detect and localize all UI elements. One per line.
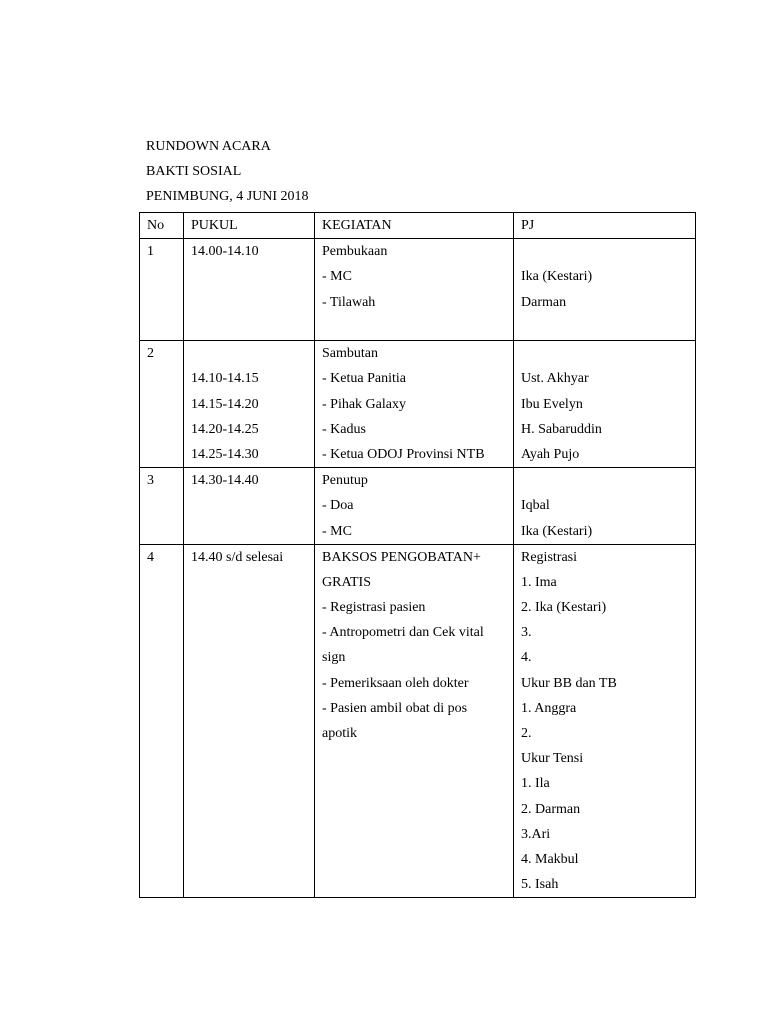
kegiatan-line: sign xyxy=(322,650,346,666)
kegiatan-line: - Pasien ambil obat di pos xyxy=(322,700,468,716)
pj-line: 2. xyxy=(521,726,532,742)
cell-kegiatan xyxy=(315,341,514,468)
pj-line: Registrasi xyxy=(521,549,577,565)
cell-no: 3 xyxy=(140,468,184,545)
pj-line: Ika (Kestari) xyxy=(521,269,593,285)
kegiatan-line: - MC xyxy=(322,523,352,539)
pj-line: Ukur BB dan TB xyxy=(521,675,617,691)
doc-subtitle: BAKTI SOSIAL xyxy=(146,164,242,179)
pj-line: 4. xyxy=(521,650,532,666)
kegiatan-line: GRATIS xyxy=(322,574,372,590)
pj-line: H. Sabaruddin xyxy=(521,421,602,437)
cell-kegiatan xyxy=(315,544,514,898)
pukul-line: 14.30-14.40 xyxy=(191,473,259,489)
kegiatan-line: - Antropometri dan Cek vital xyxy=(322,625,484,641)
pj-line xyxy=(521,239,688,264)
header-pj: PJ xyxy=(514,213,696,239)
cell-pukul xyxy=(184,341,315,468)
cell-pukul xyxy=(184,544,315,898)
cell-no: 4 xyxy=(140,544,184,898)
pukul-line xyxy=(191,341,307,366)
pj-line: 3. xyxy=(521,625,532,641)
kegiatan-line: - Ketua ODOJ Provinsi NTB xyxy=(322,446,485,462)
pukul-line: 14.00-14.10 xyxy=(191,244,259,260)
pj-line: Ika (Kestari) xyxy=(521,523,593,539)
pj-line xyxy=(521,468,688,493)
header-no: No xyxy=(140,213,184,239)
kegiatan-line: Sambutan xyxy=(322,346,378,362)
kegiatan-line: - Tilawah xyxy=(322,294,376,310)
cell-no: 1 xyxy=(140,239,184,341)
pj-line: 1. Anggra xyxy=(521,700,577,716)
kegiatan-line: Pembukaan xyxy=(322,244,388,260)
kegiatan-line: - Ketua Panitia xyxy=(322,371,406,387)
pukul-line: 14.25-14.30 xyxy=(191,446,259,462)
cell-pukul xyxy=(184,468,315,545)
pj-line: 5. Isah xyxy=(521,877,559,893)
pukul-line: 14.10-14.15 xyxy=(191,371,259,387)
pj-line: 4. Makbul xyxy=(521,851,579,867)
kegiatan-line: apotik xyxy=(322,726,357,742)
pj-line: 2. Ika (Kestari) xyxy=(521,600,607,616)
cell-pj xyxy=(514,239,696,341)
table-row xyxy=(140,544,696,898)
cell-pj xyxy=(514,468,696,545)
document-heading xyxy=(146,134,309,209)
kegiatan-line: - Doa xyxy=(322,498,354,514)
pj-line: 3.Ari xyxy=(521,826,551,842)
kegiatan-line: - Kadus xyxy=(322,421,366,437)
pukul-line: 14.20-14.25 xyxy=(191,421,259,437)
pj-line: Ukur Tensi xyxy=(521,751,584,767)
pj-line: Darman xyxy=(521,294,567,310)
rundown-table xyxy=(139,212,696,898)
kegiatan-line: BAKSOS PENGOBATAN+ xyxy=(322,549,481,565)
kegiatan-line: - MC xyxy=(322,269,352,285)
doc-title: RUNDOWN ACARA xyxy=(146,139,271,154)
header-pukul: PUKUL xyxy=(184,213,315,239)
pj-line: 1. Ima xyxy=(521,574,557,590)
cell-pukul xyxy=(184,239,315,341)
cell-pj xyxy=(514,544,696,898)
kegiatan-line: - Registrasi pasien xyxy=(322,600,426,616)
header-kegiatan: KEGIATAN xyxy=(315,213,514,239)
cell-no: 2 xyxy=(140,341,184,468)
doc-location-date: PENIMBUNG, 4 JUNI 2018 xyxy=(146,189,309,204)
kegiatan-line: Penutup xyxy=(322,473,368,489)
pj-line: 1. Ila xyxy=(521,776,550,792)
table-header-row xyxy=(140,213,696,239)
pj-line: Ust. Akhyar xyxy=(521,371,589,387)
kegiatan-line: - Pihak Galaxy xyxy=(322,396,406,412)
table-row xyxy=(140,341,696,468)
table-row xyxy=(140,468,696,545)
pukul-line: 14.40 s/d selesai xyxy=(191,549,284,565)
pj-line xyxy=(521,341,688,366)
cell-kegiatan xyxy=(315,239,514,341)
pj-line: 2. Darman xyxy=(521,801,581,817)
pj-line: Ibu Evelyn xyxy=(521,396,583,412)
pj-line: Ayah Pujo xyxy=(521,446,580,462)
kegiatan-line: - Pemeriksaan oleh dokter xyxy=(322,675,469,691)
cell-kegiatan xyxy=(315,468,514,545)
pj-line: Iqbal xyxy=(521,498,550,514)
table-row xyxy=(140,239,696,341)
pukul-line: 14.15-14.20 xyxy=(191,396,259,412)
cell-pj xyxy=(514,341,696,468)
